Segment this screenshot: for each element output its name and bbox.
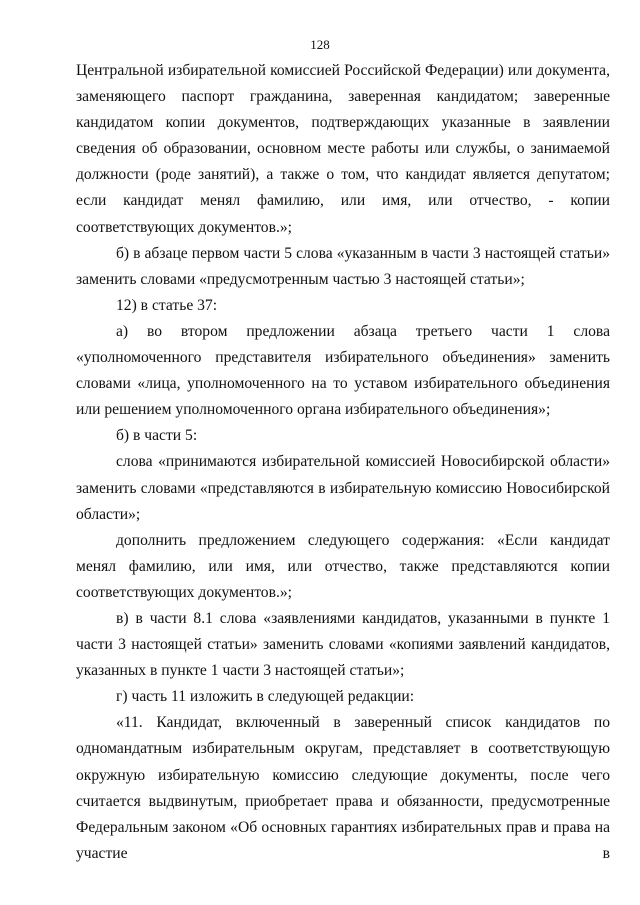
paragraph-supplement: дополнить предложением следующего содержания: «Если кандидат менял фамилию, или имя, или отчество, также представляются копии соответствующих документов.»; — [76, 531, 610, 601]
paragraph-item-v: в) в части 8.1 слова «заявлениями кандидатов, указанными в пункте 1 части 3 настоящей статьи» заменить словами «копиями заявлений кандидатов, указанных в пункте 1 части 3 настоящей статьи»; — [76, 609, 610, 680]
paragraph-item-b-part5: б) в абзаце первом части 5 слова «указанным в части 3 настоящей статьи» заменить словами «предусмотренным частью 3 настоящей статьи»; — [76, 244, 610, 288]
page-number: 128 — [310, 37, 330, 52]
paragraph-item-a: а) во втором предложении абзаца третьего части 1 слова «уполномоченного представителя избирательного объединения» заменить словами «лица, уполномоченного на то уставом избирательного объединения или решением уполномоченного органа избирательного объединения»; — [76, 322, 610, 419]
paragraph-continuation: Центральной избирательной комиссией Российской Федерации) или документа, заменяющего паспорт гражданина, заверенная кандидатом; заверенные кандидатом копии документов, подтверждающих указанные в заявлении сведения об образовании, основном месте работы или службы, о занимаемой должности (роде занятий), а также о том, что кандидат является депутатом; если кандидат менял фамилию, или имя, или отчество, - копии соответствующих документов.»; — [76, 62, 610, 236]
paragraph-item-g: г) часть 11 изложить в следующей редакции: — [116, 688, 415, 706]
paragraph-item-12-article37: 12) в статье 37: — [116, 296, 218, 314]
paragraph-part11-text: «11. Кандидат, включенный в заверенный список кандидатов по одномандатным избирательным округам, представляет в соответствующую окружную избирательную комиссию следующие документы, после чего считается выдвинутым, приобретает права и обязанности, предусмотренные Федеральным законом «Об основных гарантиях избирательных прав и права на участие в — [76, 714, 610, 862]
paragraph-item-b-part5-heading: б) в части 5: — [116, 427, 198, 445]
document-body — [76, 58, 610, 867]
paragraph-words-replace: слова «принимаются избирательной комиссией Новосибирской области» заменить словами «представляются в избирательную комиссию Новосибирской области»; — [76, 453, 610, 523]
